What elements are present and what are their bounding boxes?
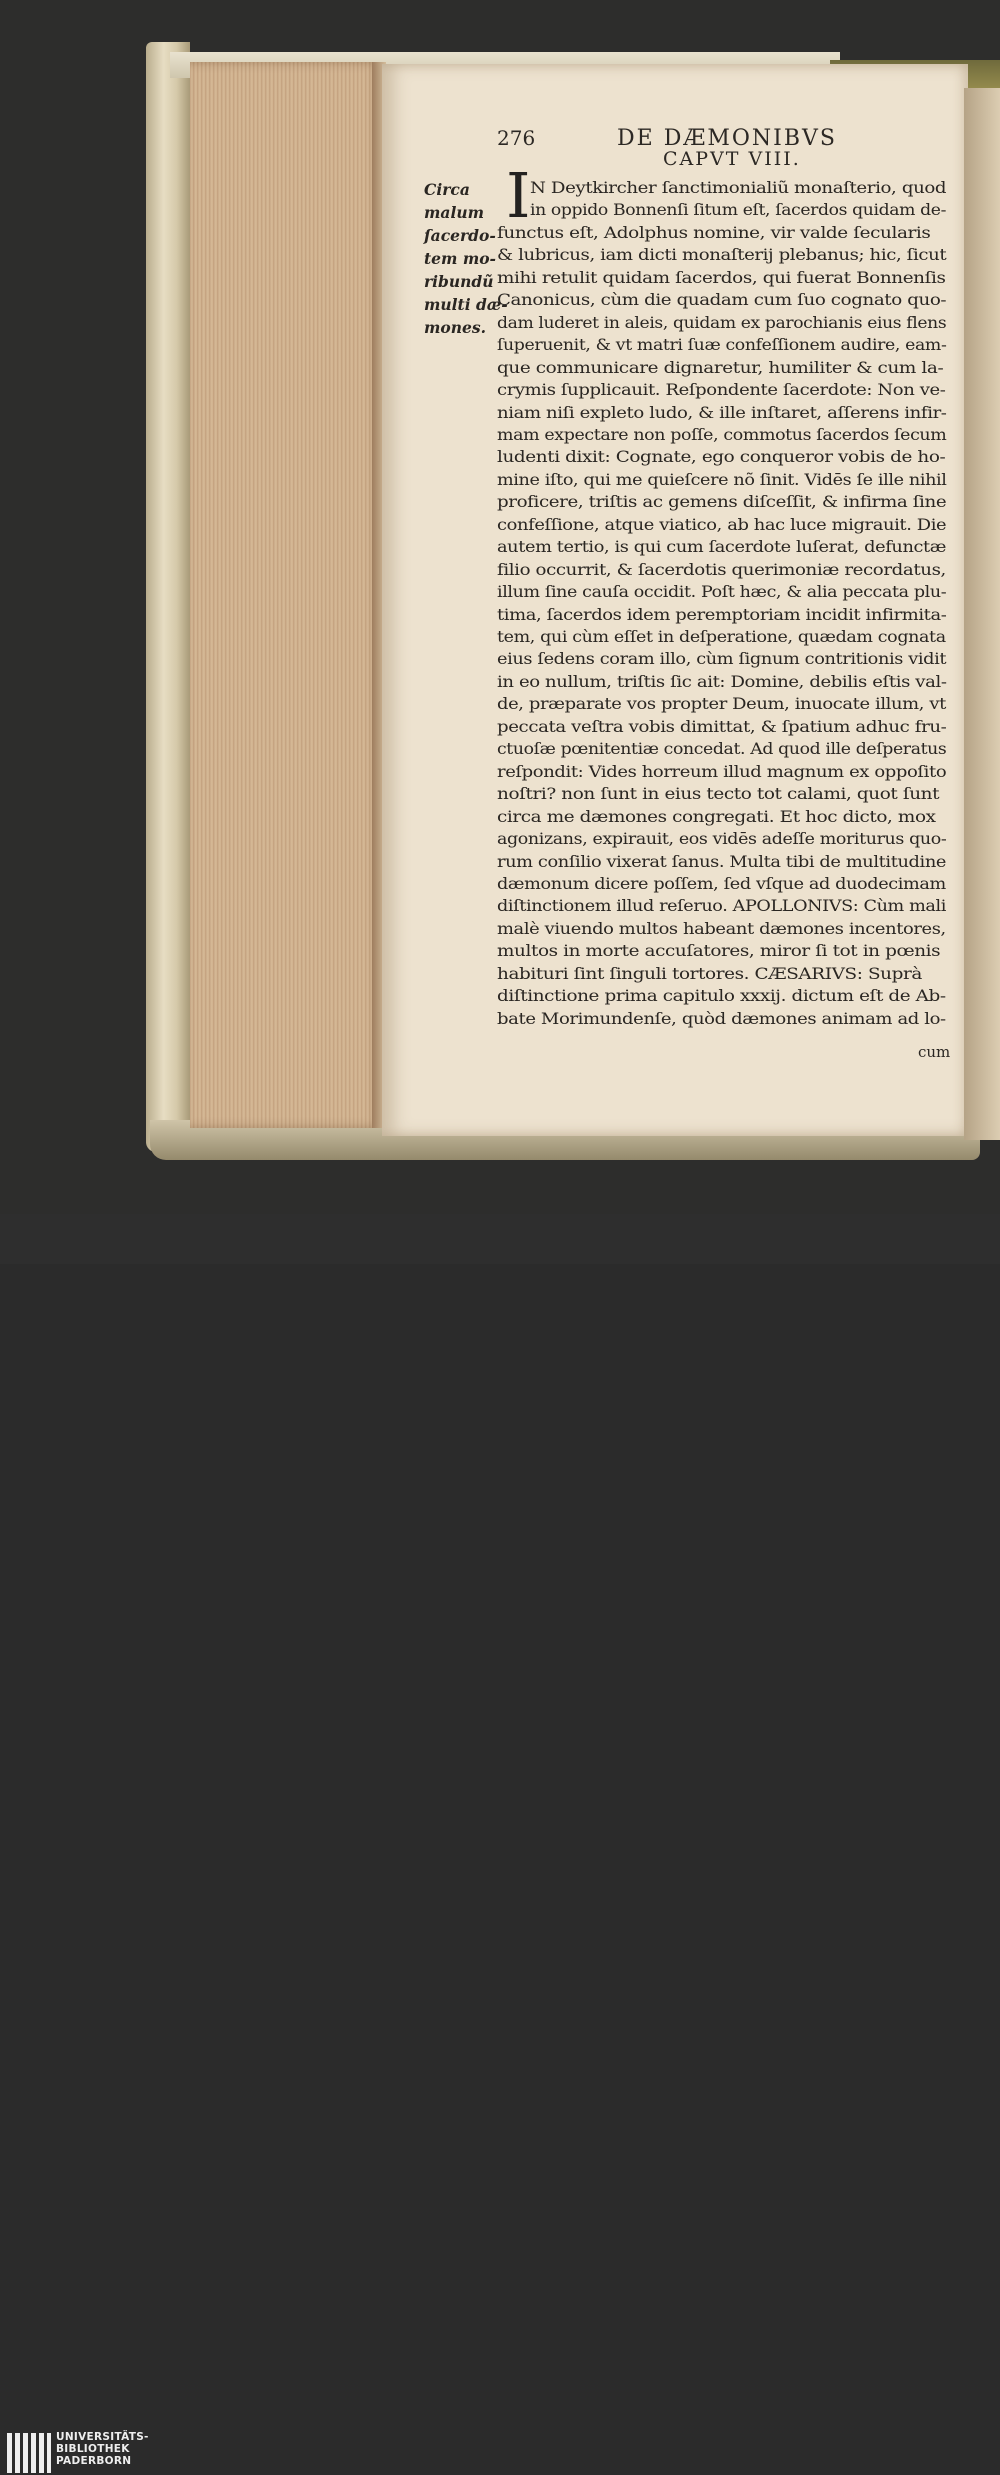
facing-page-edge xyxy=(964,88,1000,1140)
text-line: eius ſedens coram illo, cùm ſignum contritionis vidit xyxy=(497,649,947,669)
text-line: dam luderet in aleis, quidam ex parochianis eius flens xyxy=(497,312,947,332)
margin-note-line: malum xyxy=(424,203,485,222)
text-line: reſpondit: Vides horreum illud magnum ex oppoſito xyxy=(497,761,947,781)
catchword: cum xyxy=(918,1043,951,1061)
library-name-line: UNIVERSITÄTS- xyxy=(56,2431,149,2443)
text-line: multos in morte accuſatores, miror ſi tot in pœnis xyxy=(497,941,941,961)
text-line: in eo nullum, triſtis ſic ait: Domine, debilis eſtis val- xyxy=(497,671,947,691)
text-line: peccata veſtra vobis dimittat, & ſpatium adhuc fru- xyxy=(497,716,947,736)
text-line: mam expectare non poſſe, commotus ſacerdos ſecum xyxy=(497,424,947,444)
text-line: niam niſi expleto ludo, & ille inſtaret, aſſerens infir- xyxy=(497,402,947,422)
margin-note xyxy=(424,178,508,339)
text-line: proficere, triſtis ac gemens diſceſſit, & infirma ſine xyxy=(497,492,947,512)
text-line: que communicare dignaretur, humiliter & cum la- xyxy=(497,357,944,377)
library-name-line: PADERBORN xyxy=(56,2455,132,2467)
text-line: autem tertio, is qui cum ſacerdote luſerat, defunctæ xyxy=(497,537,947,557)
text-line: mine iſto, qui me quieſcere nõ ſinit. Vidēs ſe ille nihil xyxy=(497,469,947,489)
margin-note-line: mones. xyxy=(424,318,486,337)
text-line: habituri ſint ſinguli tortores. CÆSARIVS: Suprà xyxy=(497,963,922,983)
text-line: crymis ſupplicauit. Reſpondente ſacerdote: Non ve- xyxy=(497,380,946,400)
text-line: agonizans, expirauit, eos vidēs adeſſe moriturus quo- xyxy=(497,829,947,849)
text-line: Canonicus, cùm die quadam cum ſuo cognato quo- xyxy=(497,290,947,310)
footer-bar xyxy=(0,1214,1000,2467)
margin-note-line: ribundũ xyxy=(424,272,494,291)
text-line: ctuoſæ pœnitentiæ concedat. Ad quod ille deſperatus xyxy=(497,739,947,759)
margin-note-line: ſacerdo- xyxy=(424,226,496,245)
page-number: 276 xyxy=(497,126,536,150)
text-line: ſuperuenit, & vt matri ſuæ confeſſionem audire, eam- xyxy=(497,335,947,355)
chapter-heading: CAPVT VIII. xyxy=(663,148,801,170)
text-line: de, præparate vos propter Deum, inuocate illum, vt xyxy=(497,694,946,714)
running-title: DE DÆMONIBVS xyxy=(617,126,837,151)
text-line: noſtri? non ſunt in eius tecto tot calami, quot ſunt xyxy=(497,784,940,804)
text-line: diſtinctione prima capitulo xxxij. dictum eſt de Ab- xyxy=(497,986,946,1006)
text-line: malè viuendo multos habeant dæmones incentores, xyxy=(497,918,946,938)
book-binding xyxy=(146,42,190,1152)
margin-note-line: tem mo- xyxy=(424,249,496,268)
text-line: dæmonum dicere poſſem, ſed vſque ad duodecimam xyxy=(497,873,946,893)
text-line: functus eſt, Adolphus nomine, vir valde ſecularis xyxy=(497,222,931,242)
text-line: diſtinctionem illud reſeruo. APOLLONIVS: Cùm mali xyxy=(497,896,946,916)
text-line: in oppido Bonnenſi ſitum eſt, ſacerdos quidam de- xyxy=(530,200,947,220)
text-line: rum conſilio vixerat ſanus. Multa tibi de multitudine xyxy=(497,851,947,871)
text-line: bate Morimundenſe, quòd dæmones animam ad lo- xyxy=(497,1008,946,1028)
library-name xyxy=(56,2431,149,2467)
text-line: tem, qui cùm eſſet in deſperatione, quædam cognata xyxy=(497,627,946,646)
margin-note-line: Circa xyxy=(424,180,470,199)
library-logo-icon xyxy=(6,2431,52,2475)
text-line: filio occurrit, & ſacerdotis querimoniæ recordatus, xyxy=(497,559,946,579)
text-line: ludenti dixit: Cognate, ego conqueror vobis de ho- xyxy=(497,447,946,467)
book-scan xyxy=(0,0,1000,1214)
margin-note-line: multi dæ- xyxy=(424,295,508,314)
text-line: circa me dæmones congregati. Et hoc dicto, mox xyxy=(497,806,936,826)
text-line: tima, ſacerdos idem peremptoriam incidit infirmita- xyxy=(497,604,947,624)
text-line: N Deytkircher ſanctimonialiũ monaſterio, quod xyxy=(530,178,947,197)
text-line: illum ſine cauſa occidit. Poſt hæc, & alia peccata plu- xyxy=(497,582,947,602)
text-line: mihi retulit quidam ſacerdos, qui fuerat Bonnenſis xyxy=(497,267,946,287)
text-line: confeſſione, atque viatico, ab hac luce migrauit. Die xyxy=(497,514,947,534)
page-block-edge xyxy=(190,62,382,1128)
drop-cap: I xyxy=(506,159,531,232)
text-line: & lubricus, iam dicti monaſterij plebanus; hic, ſicut xyxy=(497,245,947,265)
library-name-line: BIBLIOTHEK xyxy=(56,2443,130,2455)
